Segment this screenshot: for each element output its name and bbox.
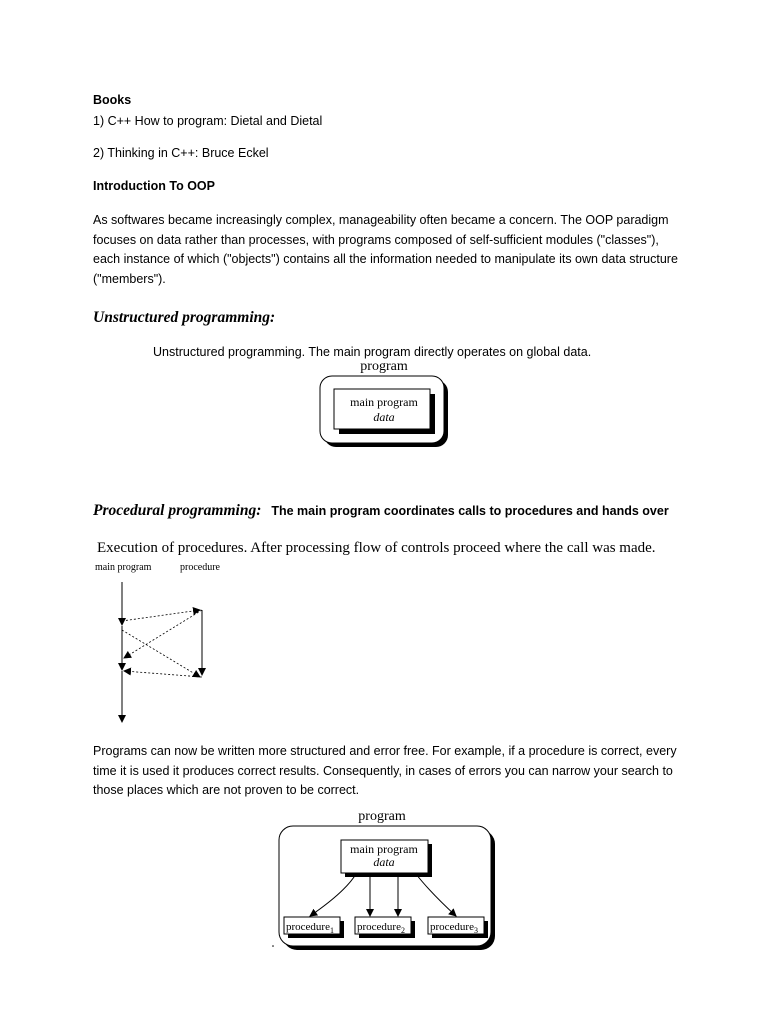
unstructured-diagram bbox=[300, 355, 460, 451]
procedural-diagram bbox=[270, 804, 510, 954]
svg-text:procedure2 bbox=[357, 921, 405, 935]
procedural-execution-text: Execution of procedures. After processing flow of controls proceed where the call was made. bbox=[97, 540, 656, 556]
unstructured-data-label: data bbox=[373, 410, 395, 424]
procedure-box-1 bbox=[284, 917, 344, 938]
procedural-program-label: program bbox=[358, 809, 406, 824]
procedure-subscript-1: 1 bbox=[329, 926, 334, 935]
procedure-box-3 bbox=[428, 917, 488, 938]
procedural-paragraph: Programs can now be written more structured and error free. For example, if a procedure is correct, every time it is used it produces correct results. Consequently, in cases of errors you can narrow your search to those places which are not proven to be correct. bbox=[93, 744, 677, 797]
unstructured-heading: Unstructured programming: bbox=[93, 309, 276, 326]
procedure-flow-diagram bbox=[90, 558, 240, 728]
procedural-heading-text: The main program coordinates calls to procedures and hands over bbox=[271, 504, 669, 518]
svg-text:procedure3 bbox=[430, 921, 478, 935]
procedure-label-1: procedure bbox=[286, 921, 330, 933]
procedural-main-program-label: main program bbox=[350, 842, 418, 856]
procedure-label-2: procedure bbox=[357, 921, 401, 933]
procedural-data-label: data bbox=[373, 855, 395, 869]
stray-dot bbox=[272, 945, 274, 947]
flow-return-arrow-2 bbox=[124, 671, 202, 677]
intro-paragraph: As softwares became increasingly complex, manageability often became a concern. The OOP paradigm focuses on data rather than processes, with programs composed of self-sufficient modules ("classes"), each instance of which ("objects") contains all the information needed to manipulate its own data structure ("members"). bbox=[93, 213, 678, 286]
flow-label-procedure: procedure bbox=[180, 562, 220, 573]
svg-text:procedure1 bbox=[286, 921, 334, 935]
procedure-label-3: procedure bbox=[430, 921, 474, 933]
procedure-subscript-2: 2 bbox=[400, 926, 405, 935]
unstructured-caption: Unstructured programming. The main program directly operates on global data. bbox=[153, 345, 592, 359]
flow-call-arrow-2 bbox=[122, 630, 200, 677]
unstructured-program-label: program bbox=[360, 359, 408, 374]
unstructured-main-program-label: main program bbox=[350, 395, 418, 409]
intro-heading: Introduction To OOP bbox=[93, 179, 215, 193]
flow-call-arrow-1 bbox=[122, 610, 200, 621]
flow-label-main-program: main program bbox=[95, 562, 152, 573]
books-heading: Books bbox=[93, 93, 132, 107]
procedure-box-2 bbox=[355, 917, 415, 938]
flow-return-arrow-1 bbox=[124, 610, 202, 658]
book-item-2: 2) Thinking in C++: Bruce Eckel bbox=[93, 146, 269, 160]
book-item-1: 1) C++ How to program: Dietal and Dietal bbox=[93, 114, 323, 128]
procedural-heading-line bbox=[93, 502, 669, 520]
procedure-subscript-3: 3 bbox=[473, 926, 478, 935]
procedural-heading: Procedural programming: bbox=[93, 502, 262, 519]
